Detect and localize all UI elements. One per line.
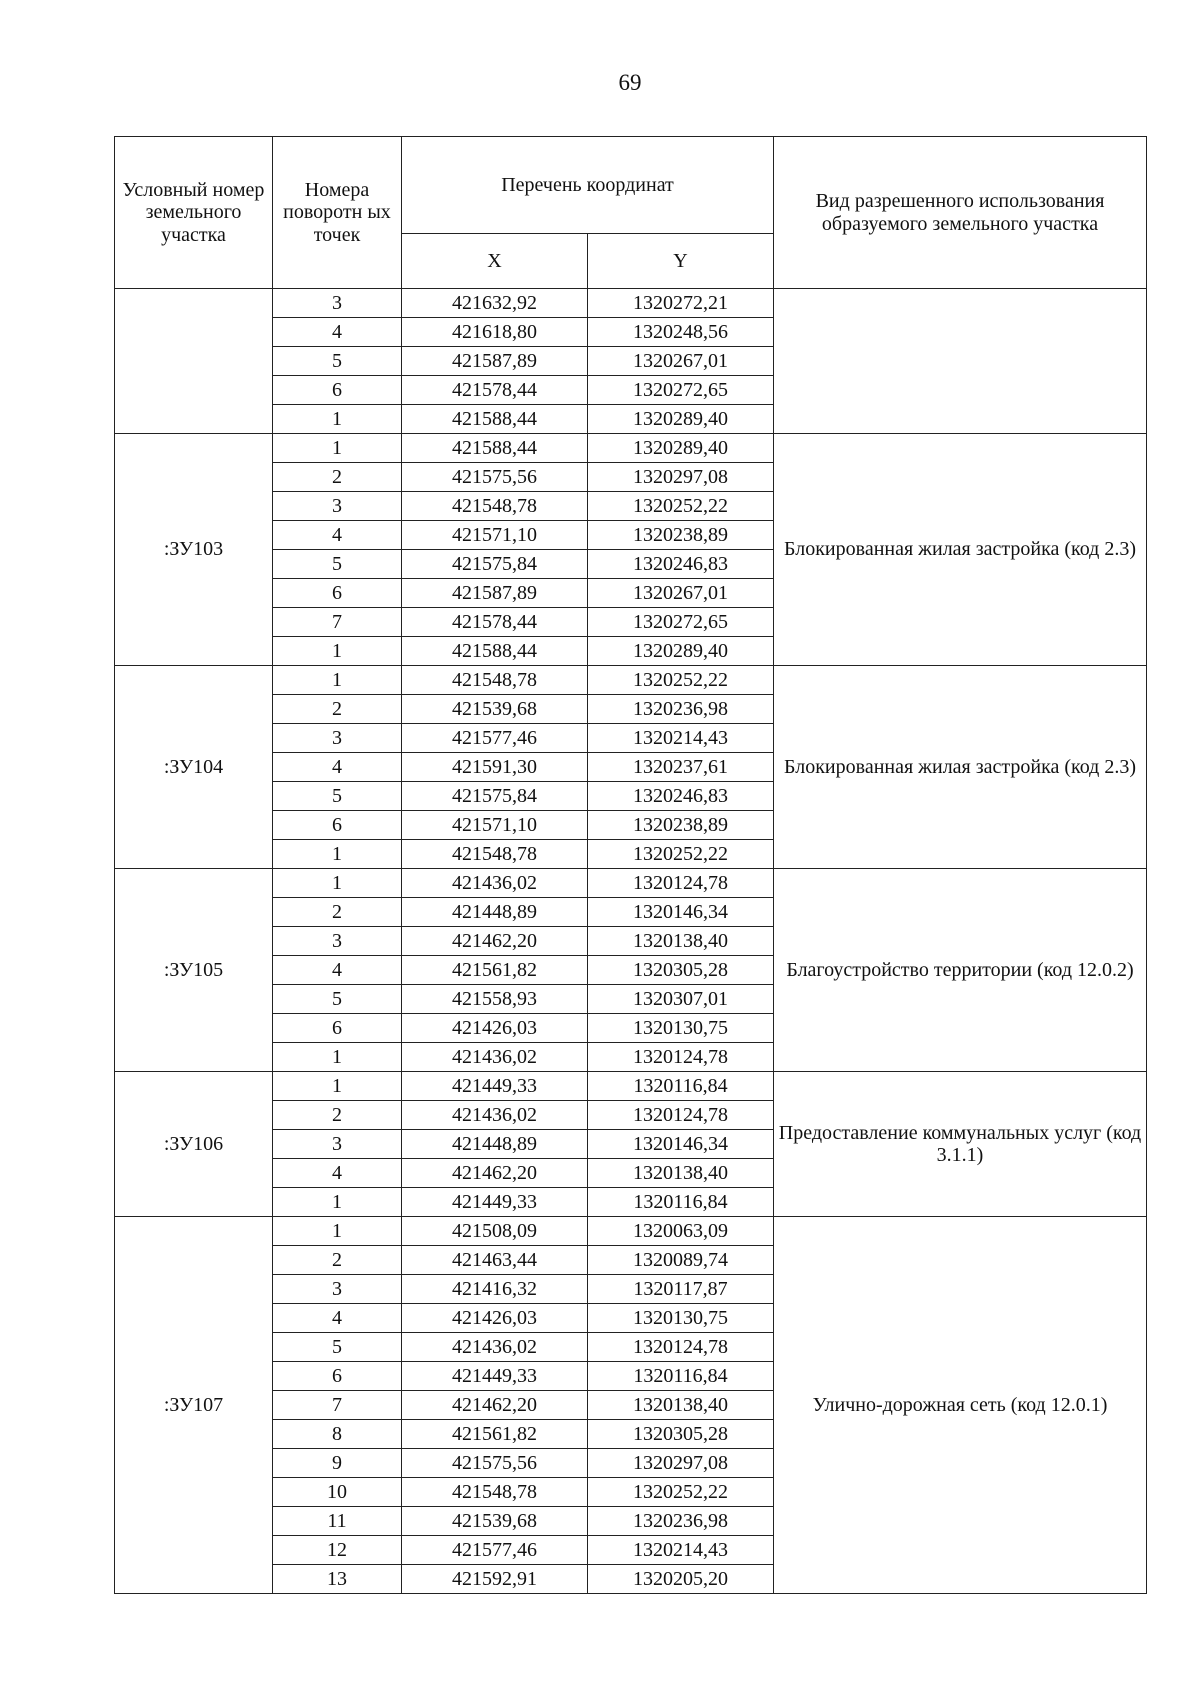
x-coordinate-cell: 421436,02 (402, 1333, 588, 1362)
x-coordinate-cell: 421575,56 (402, 1449, 588, 1478)
y-coordinate-cell: 1320305,28 (588, 1420, 774, 1449)
point-number-cell: 1 (273, 869, 402, 898)
x-coordinate-cell: 421588,44 (402, 434, 588, 463)
point-number-cell: 1 (273, 434, 402, 463)
point-number-cell: 4 (273, 521, 402, 550)
point-number-cell: 12 (273, 1536, 402, 1565)
y-coordinate-cell: 1320297,08 (588, 1449, 774, 1478)
header-parcel-number: Условный номер земельного участка (115, 137, 273, 289)
y-coordinate-cell: 1320272,65 (588, 608, 774, 637)
x-coordinate-cell: 421587,89 (402, 347, 588, 376)
permitted-use-cell: Улично-дорожная сеть (код 12.0.1) (774, 1217, 1147, 1594)
x-coordinate-cell: 421436,02 (402, 1101, 588, 1130)
y-coordinate-cell: 1320289,40 (588, 434, 774, 463)
point-number-cell: 2 (273, 695, 402, 724)
coordinates-table (114, 136, 1147, 1594)
point-number-cell: 7 (273, 608, 402, 637)
point-number-cell: 3 (273, 492, 402, 521)
point-number-cell: 3 (273, 1275, 402, 1304)
point-number-cell: 8 (273, 1420, 402, 1449)
point-number-cell: 5 (273, 347, 402, 376)
x-coordinate-cell: 421539,68 (402, 695, 588, 724)
y-coordinate-cell: 1320205,20 (588, 1565, 774, 1594)
y-coordinate-cell: 1320146,34 (588, 1130, 774, 1159)
x-coordinate-cell: 421548,78 (402, 492, 588, 521)
table-body (115, 289, 1147, 1594)
y-coordinate-cell: 1320124,78 (588, 1101, 774, 1130)
point-number-cell: 1 (273, 1217, 402, 1246)
header-permitted-use: Вид разрешенного использования образуемого земельного участка (774, 137, 1147, 289)
point-number-cell: 3 (273, 1130, 402, 1159)
table-row (115, 666, 1147, 695)
header-coordinates: Перечень координат (402, 137, 774, 234)
x-coordinate-cell: 421591,30 (402, 753, 588, 782)
y-coordinate-cell: 1320246,83 (588, 782, 774, 811)
x-coordinate-cell: 421449,33 (402, 1188, 588, 1217)
y-coordinate-cell: 1320305,28 (588, 956, 774, 985)
x-coordinate-cell: 421448,89 (402, 898, 588, 927)
y-coordinate-cell: 1320246,83 (588, 550, 774, 579)
x-coordinate-cell: 421416,32 (402, 1275, 588, 1304)
y-coordinate-cell: 1320138,40 (588, 1391, 774, 1420)
parcel-number-cell: :ЗУ106 (115, 1072, 273, 1217)
point-number-cell: 4 (273, 1159, 402, 1188)
point-number-cell: 13 (273, 1565, 402, 1594)
x-coordinate-cell: 421571,10 (402, 811, 588, 840)
y-coordinate-cell: 1320252,22 (588, 492, 774, 521)
y-coordinate-cell: 1320138,40 (588, 1159, 774, 1188)
point-number-cell: 2 (273, 1101, 402, 1130)
point-number-cell: 1 (273, 637, 402, 666)
y-coordinate-cell: 1320146,34 (588, 898, 774, 927)
y-coordinate-cell: 1320124,78 (588, 1043, 774, 1072)
y-coordinate-cell: 1320130,75 (588, 1014, 774, 1043)
x-coordinate-cell: 421571,10 (402, 521, 588, 550)
permitted-use-cell: Благоустройство территории (код 12.0.2) (774, 869, 1147, 1072)
x-coordinate-cell: 421577,46 (402, 724, 588, 753)
point-number-cell: 5 (273, 985, 402, 1014)
x-coordinate-cell: 421539,68 (402, 1507, 588, 1536)
parcel-number-cell (115, 289, 273, 434)
x-coordinate-cell: 421577,46 (402, 1536, 588, 1565)
table-row (115, 1072, 1147, 1101)
x-coordinate-cell: 421575,84 (402, 550, 588, 579)
x-coordinate-cell: 421548,78 (402, 666, 588, 695)
point-number-cell: 9 (273, 1449, 402, 1478)
point-number-cell: 4 (273, 956, 402, 985)
x-coordinate-cell: 421632,92 (402, 289, 588, 318)
x-coordinate-cell: 421561,82 (402, 956, 588, 985)
x-coordinate-cell: 421426,03 (402, 1014, 588, 1043)
x-coordinate-cell: 421426,03 (402, 1304, 588, 1333)
x-coordinate-cell: 421592,91 (402, 1565, 588, 1594)
point-number-cell: 3 (273, 289, 402, 318)
x-coordinate-cell: 421508,09 (402, 1217, 588, 1246)
y-coordinate-cell: 1320252,22 (588, 1478, 774, 1507)
y-coordinate-cell: 1320236,98 (588, 695, 774, 724)
point-number-cell: 2 (273, 1246, 402, 1275)
x-coordinate-cell: 421561,82 (402, 1420, 588, 1449)
x-coordinate-cell: 421588,44 (402, 405, 588, 434)
y-coordinate-cell: 1320252,22 (588, 666, 774, 695)
point-number-cell: 5 (273, 1333, 402, 1362)
point-number-cell: 1 (273, 840, 402, 869)
table-header (115, 137, 1147, 289)
y-coordinate-cell: 1320116,84 (588, 1362, 774, 1391)
parcel-number-cell: :ЗУ103 (115, 434, 273, 666)
x-coordinate-cell: 421462,20 (402, 1391, 588, 1420)
parcel-number-cell: :ЗУ107 (115, 1217, 273, 1594)
permitted-use-cell: Блокированная жилая застройка (код 2.3) (774, 434, 1147, 666)
point-number-cell: 3 (273, 724, 402, 753)
y-coordinate-cell: 1320252,22 (588, 840, 774, 869)
x-coordinate-cell: 421618,80 (402, 318, 588, 347)
x-coordinate-cell: 421587,89 (402, 579, 588, 608)
x-coordinate-cell: 421449,33 (402, 1362, 588, 1391)
permitted-use-cell: Блокированная жилая застройка (код 2.3) (774, 666, 1147, 869)
table-row (115, 434, 1147, 463)
table-row (115, 869, 1147, 898)
point-number-cell: 1 (273, 405, 402, 434)
point-number-cell: 6 (273, 1362, 402, 1391)
point-number-cell: 10 (273, 1478, 402, 1507)
x-coordinate-cell: 421558,93 (402, 985, 588, 1014)
permitted-use-cell: Предоставление коммунальных услуг (код 3.1.1) (774, 1072, 1147, 1217)
table-row (115, 289, 1147, 318)
y-coordinate-cell: 1320124,78 (588, 1333, 774, 1362)
y-coordinate-cell: 1320138,40 (588, 927, 774, 956)
y-coordinate-cell: 1320236,98 (588, 1507, 774, 1536)
x-coordinate-cell: 421575,84 (402, 782, 588, 811)
x-coordinate-cell: 421448,89 (402, 1130, 588, 1159)
y-coordinate-cell: 1320124,78 (588, 869, 774, 898)
y-coordinate-cell: 1320272,65 (588, 376, 774, 405)
x-coordinate-cell: 421588,44 (402, 637, 588, 666)
y-coordinate-cell: 1320238,89 (588, 521, 774, 550)
page-number: 69 (618, 70, 642, 95)
x-coordinate-cell: 421548,78 (402, 1478, 588, 1507)
point-number-cell: 4 (273, 1304, 402, 1333)
y-coordinate-cell: 1320307,01 (588, 985, 774, 1014)
point-number-cell: 6 (273, 1014, 402, 1043)
point-number-cell: 2 (273, 463, 402, 492)
point-number-cell: 11 (273, 1507, 402, 1536)
x-coordinate-cell: 421578,44 (402, 376, 588, 405)
header-point-numbers: Номера поворотн ых точек (273, 137, 402, 289)
y-coordinate-cell: 1320272,21 (588, 289, 774, 318)
point-number-cell: 1 (273, 1072, 402, 1101)
point-number-cell: 7 (273, 1391, 402, 1420)
y-coordinate-cell: 1320248,56 (588, 318, 774, 347)
x-coordinate-cell: 421449,33 (402, 1072, 588, 1101)
y-coordinate-cell: 1320116,84 (588, 1072, 774, 1101)
y-coordinate-cell: 1320289,40 (588, 637, 774, 666)
point-number-cell: 5 (273, 550, 402, 579)
y-coordinate-cell: 1320063,09 (588, 1217, 774, 1246)
x-coordinate-cell: 421578,44 (402, 608, 588, 637)
x-coordinate-cell: 421436,02 (402, 869, 588, 898)
point-number-cell: 1 (273, 1043, 402, 1072)
point-number-cell: 4 (273, 753, 402, 782)
point-number-cell: 5 (273, 782, 402, 811)
permitted-use-cell (774, 289, 1147, 434)
point-number-cell: 1 (273, 1188, 402, 1217)
point-number-cell: 4 (273, 318, 402, 347)
point-number-cell: 2 (273, 898, 402, 927)
point-number-cell: 1 (273, 666, 402, 695)
y-coordinate-cell: 1320289,40 (588, 405, 774, 434)
header-x: X (402, 234, 588, 289)
y-coordinate-cell: 1320237,61 (588, 753, 774, 782)
point-number-cell: 6 (273, 811, 402, 840)
point-number-cell: 6 (273, 376, 402, 405)
table-row (115, 1217, 1147, 1246)
y-coordinate-cell: 1320267,01 (588, 347, 774, 376)
y-coordinate-cell: 1320297,08 (588, 463, 774, 492)
y-coordinate-cell: 1320117,87 (588, 1275, 774, 1304)
y-coordinate-cell: 1320116,84 (588, 1188, 774, 1217)
point-number-cell: 6 (273, 579, 402, 608)
y-coordinate-cell: 1320089,74 (588, 1246, 774, 1275)
y-coordinate-cell: 1320238,89 (588, 811, 774, 840)
header-y: Y (588, 234, 774, 289)
x-coordinate-cell: 421548,78 (402, 840, 588, 869)
y-coordinate-cell: 1320214,43 (588, 724, 774, 753)
x-coordinate-cell: 421462,20 (402, 927, 588, 956)
x-coordinate-cell: 421463,44 (402, 1246, 588, 1275)
y-coordinate-cell: 1320214,43 (588, 1536, 774, 1565)
point-number-cell: 3 (273, 927, 402, 956)
y-coordinate-cell: 1320130,75 (588, 1304, 774, 1333)
x-coordinate-cell: 421436,02 (402, 1043, 588, 1072)
parcel-number-cell: :ЗУ105 (115, 869, 273, 1072)
x-coordinate-cell: 421462,20 (402, 1159, 588, 1188)
x-coordinate-cell: 421575,56 (402, 463, 588, 492)
parcel-number-cell: :ЗУ104 (115, 666, 273, 869)
y-coordinate-cell: 1320267,01 (588, 579, 774, 608)
